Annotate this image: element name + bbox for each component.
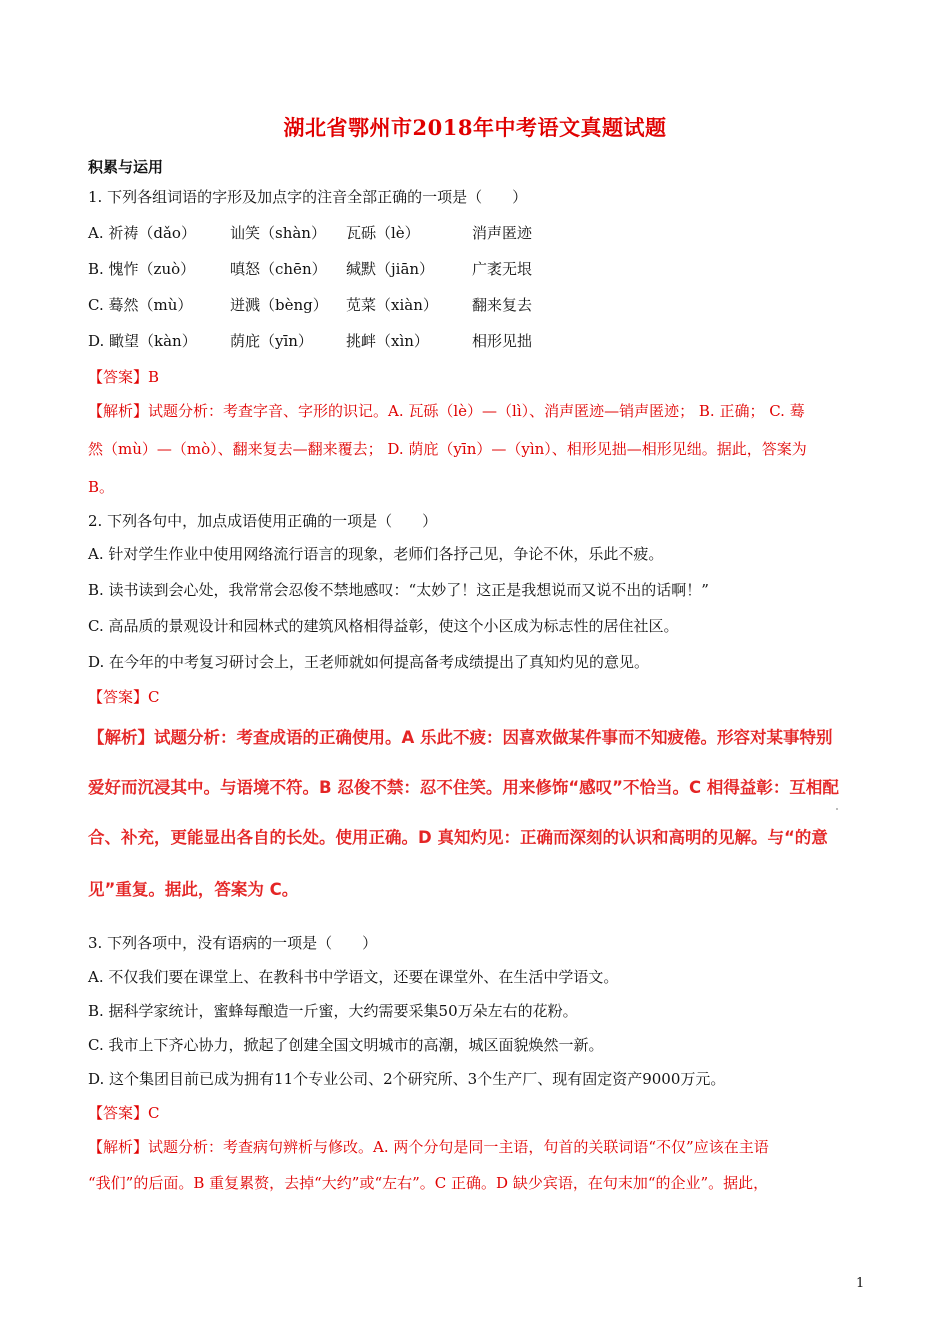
- option-cell: 相形见拙: [472, 332, 533, 350]
- question-1-analysis-line: 然（mù）—（mò）、翻来复去—翻来覆去； D. 荫庇（yīn）—（yìn）、相形见拙—相形见绌。据此，答案为: [88, 440, 807, 458]
- option-cell: 翻来复去: [472, 296, 533, 314]
- option-cell: 挑衅（xìn）: [346, 332, 429, 350]
- question-3-option-d: D. 这个集团目前已成为拥有11个专业公司、2个研究所、3个生产厂、现有固定资产9000万元。: [88, 1070, 726, 1088]
- question-2-analysis-line: 爱好而沉浸其中。与语境不符。B 忍俊不禁：忍不住笑。用来修饰“感叹”不恰当。C 相得益彰：互相配: [88, 778, 839, 797]
- question-3-answer: 【答案】C: [88, 1104, 160, 1122]
- question-1-analysis-line: B。: [88, 478, 115, 496]
- question-2-option-c: C. 高品质的景观设计和园林式的建筑风格相得益彰，使这个小区成为标志性的居住社区。: [88, 617, 679, 635]
- question-2-analysis-line: 合、补充，更能显出各自的长处。使用正确。D 真知灼见：正确而深刻的认识和高明的见解。与“的意: [88, 828, 828, 847]
- question-2-option-a: A. 针对学生作业中使用网络流行语言的现象，老师们各抒己见，争论不休，乐此不疲。: [88, 545, 664, 563]
- question-2-answer: 【答案】C: [88, 688, 160, 706]
- option-cell: 缄默（jiān）: [346, 260, 435, 278]
- question-3-option-c: C. 我市上下齐心协力，掀起了创建全国文明城市的高潮，城区面貌焕然一新。: [88, 1036, 604, 1054]
- option-cell: D. 瞰望（kàn）: [88, 332, 197, 350]
- option-cell: 迸溅（bèng）: [230, 296, 328, 314]
- option-cell: 讪笑（shàn）: [230, 224, 326, 242]
- option-cell: 消声匿迹: [472, 224, 533, 242]
- question-1-answer: 【答案】B: [88, 368, 160, 386]
- option-cell: C. 蓦然（mù）: [88, 296, 193, 314]
- question-2-analysis-line: 【解析】试题分析：考查成语的正确使用。A 乐此不疲：因喜欢做某件事而不知疲倦。形容对某事特别: [88, 728, 833, 747]
- option-cell: 苋菜（xiàn）: [346, 296, 438, 314]
- scan-speck: [836, 808, 838, 810]
- page-title: 湖北省鄂州市2018年中考语文真题试题: [283, 115, 667, 140]
- question-3-option-a: A. 不仅我们要在课堂上、在教科书中学语文，还要在课堂外、在生活中学语文。: [88, 968, 619, 986]
- question-3-analysis-line: 【解析】试题分析：考查病句辨析与修改。A. 两个分句是同一主语，句首的关联词语“不仅”应该在主语: [88, 1138, 769, 1156]
- option-cell: A. 祈祷（dǎo）: [88, 224, 196, 242]
- question-3-stem: 3. 下列各项中，没有语病的一项是（ ）: [88, 934, 378, 952]
- question-2-stem: 2. 下列各句中，加点成语使用正确的一项是（ ）: [88, 512, 438, 530]
- question-3-option-b: B. 据科学家统计，蜜蜂每酿造一斤蜜，大约需要采集50万朵左右的花粉。: [88, 1002, 578, 1020]
- question-3-analysis-line: “我们”的后面。B 重复累赘，去掉“大约”或“左右”。C 正确。D 缺少宾语，在句末加“的企业”。据此，: [88, 1174, 769, 1192]
- option-cell: 广袤无垠: [472, 260, 533, 278]
- question-2-analysis-line: 见”重复。据此，答案为 C。: [88, 880, 299, 899]
- section-heading: 积累与运用: [88, 158, 164, 176]
- question-1-stem: 1. 下列各组词语的字形及加点字的注音全部正确的一项是（ ）: [88, 188, 528, 206]
- question-2-option-b: B. 读书读到会心处，我常常会忍俊不禁地感叹：“太妙了！这正是我想说而又说不出的话啊！”: [88, 581, 709, 599]
- question-2-option-d: D. 在今年的中考复习研讨会上，王老师就如何提高备考成绩提出了真知灼见的意见。: [88, 653, 650, 671]
- option-cell: 嗔怒（chēn）: [230, 260, 327, 278]
- question-1-analysis-line: 【解析】试题分析：考查字音、字形的识记。A. 瓦砾（lè）—（lì）、消声匿迹—销声匿迹； B. 正确； C. 蓦: [88, 402, 805, 420]
- page-number: 1: [856, 1276, 865, 1291]
- option-cell: B. 愧怍（zuò）: [88, 260, 196, 278]
- option-cell: 瓦砾（lè）: [346, 224, 420, 242]
- option-cell: 荫庇（yīn）: [230, 332, 313, 350]
